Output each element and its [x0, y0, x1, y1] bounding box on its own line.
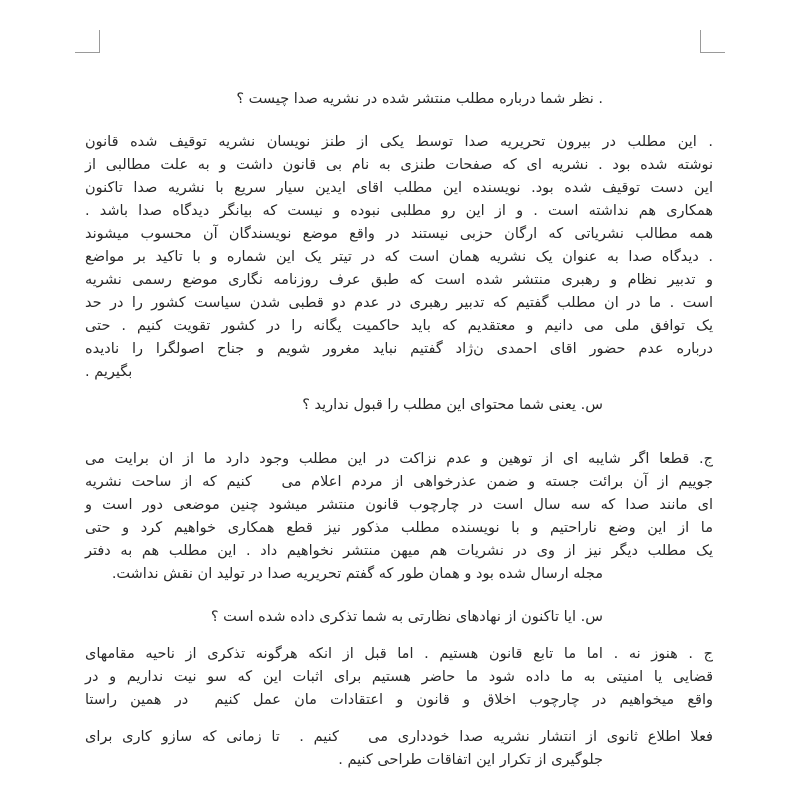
answer-2-line: ج. قطعا اگر شایبه ای از توهین و عدم نزاکت در این مطلب وجود دارد ما از ان برایت می: [85, 451, 713, 467]
question-2: [85, 394, 713, 417]
question-3-line: س. ایا تاکنون از نهادهای نظارتی به شما تذکری داده شده است ؟: [210, 609, 603, 625]
answer-1-line: . دیدگاه صدا به عنوان یک نشریه همان است که در تیتر یک این شماره و با تاکید بر مواضع: [85, 249, 713, 265]
answer-1-line: است . ما در ان مطلب گفتیم که تدبیر رهبری در عدم دو قطبی شدن سیاست کشور را در حد: [85, 295, 713, 311]
answer-3: [85, 643, 713, 712]
answer-1-line: . این مطلب در بیرون تحریریه صدا توسط یکی از طنز نویسان نشریه توقیف شده قانون: [85, 134, 713, 150]
question-2-line: س. یعنی شما محتوای این مطلب را قبول ندارید ؟: [302, 397, 603, 413]
answer-2-last-line: مجله ارسال شده بود و همان طور که گفتم تحریریه صدا در تولید ان نقش نداشت.: [111, 566, 603, 582]
answer-1-line: همه مطالب نشریاتی که ارگان حزبی نیستند در واقع موضع نویسندگان آن محسوب میشوند: [85, 226, 713, 242]
answer-1-line: و تدبیر نظام و رهبری منتشر شده است که طبق عرف روزنامه نگاری موضع رسمی نشریه: [85, 272, 713, 288]
answer-1: [85, 131, 713, 384]
question-3: [85, 606, 713, 629]
answer-1-line: نوشته شده بود . نشریه ای که صفحات طنزی به نام بی قانون داشت و به علت مطالبی از: [85, 157, 713, 173]
answer-2-line: یک مطلب دیگر نیز از وی در نشریات هم میهن منتشر نخواهیم داد . این مطلب هم به دفتر: [85, 543, 713, 559]
answer-1-line: همکاری هم نداشته است . و از این رو مطلبی نبوده و نیست که بیانگر دیدگاه صدا باشد .: [85, 203, 713, 219]
answer-1-last-line: بگیریم .: [85, 364, 133, 380]
closing-paragraph-line: فعلا اطلاع ثانوی از انتشار نشریه صدا خودداری می کنیم . تا زمانی که سازو کاری برای: [85, 729, 713, 745]
answer-2-line: ای مانند صدا که سه سال است در چارچوب قانون منتشر میشود چنین موضعی دور است و: [85, 497, 713, 513]
answer-3-line: واقع میخواهیم در چارچوب اخلاق و قانون و اعتقادات مان عمل کنیم در همین راستا: [85, 692, 713, 708]
answer-1-line: یک توافق ملی می دانیم و معتقدیم که باید حاکمیت یگانه را در کشور تقویت کنیم . حتی: [85, 318, 713, 334]
answer-2: [85, 448, 713, 586]
question-1: [85, 88, 713, 111]
answer-1-line: این دست توقیف شده بود. نویسنده این مطلب اقای ایدین سیار سریع با نشریه صدا تاکنون: [85, 180, 713, 196]
document-text-column: [85, 0, 713, 772]
answer-1-line: درباره عدم حضور اقای احمدی ن‌ژاد گفتیم نباید مغرور شویم و جناح اصولگرا را نادیده: [85, 341, 713, 357]
question-1-line: . نظر شما درباره مطلب منتشر شده در نشریه صدا چیست ؟: [236, 91, 603, 107]
answer-2-line: جوییم از آن برائت جسته و ضمن عذرخواهی از مردم اعلام می کنیم که از ساحت نشریه: [85, 474, 713, 490]
answer-3-line: قضایی یا امنیتی به ما داده شود ما حاضر هستیم برای اثبات این که سو نیت نداریم و در: [85, 669, 713, 685]
closing-paragraph-last-line: جلوگیری از تکرار این اتفاقات طراحی کنیم .: [338, 752, 603, 768]
closing-paragraph: [85, 726, 713, 772]
answer-3-line: ج . هنوز نه . اما ما تابع قانون هستیم . اما قبل از انکه هرگونه تذکری از ناحیه مقامهای: [85, 646, 713, 662]
answer-2-line: ما از این وضع ناراحتیم و با نویسنده مطلب مذکور نیز قطع همکاری خواهیم کرد و حتی: [85, 520, 713, 536]
